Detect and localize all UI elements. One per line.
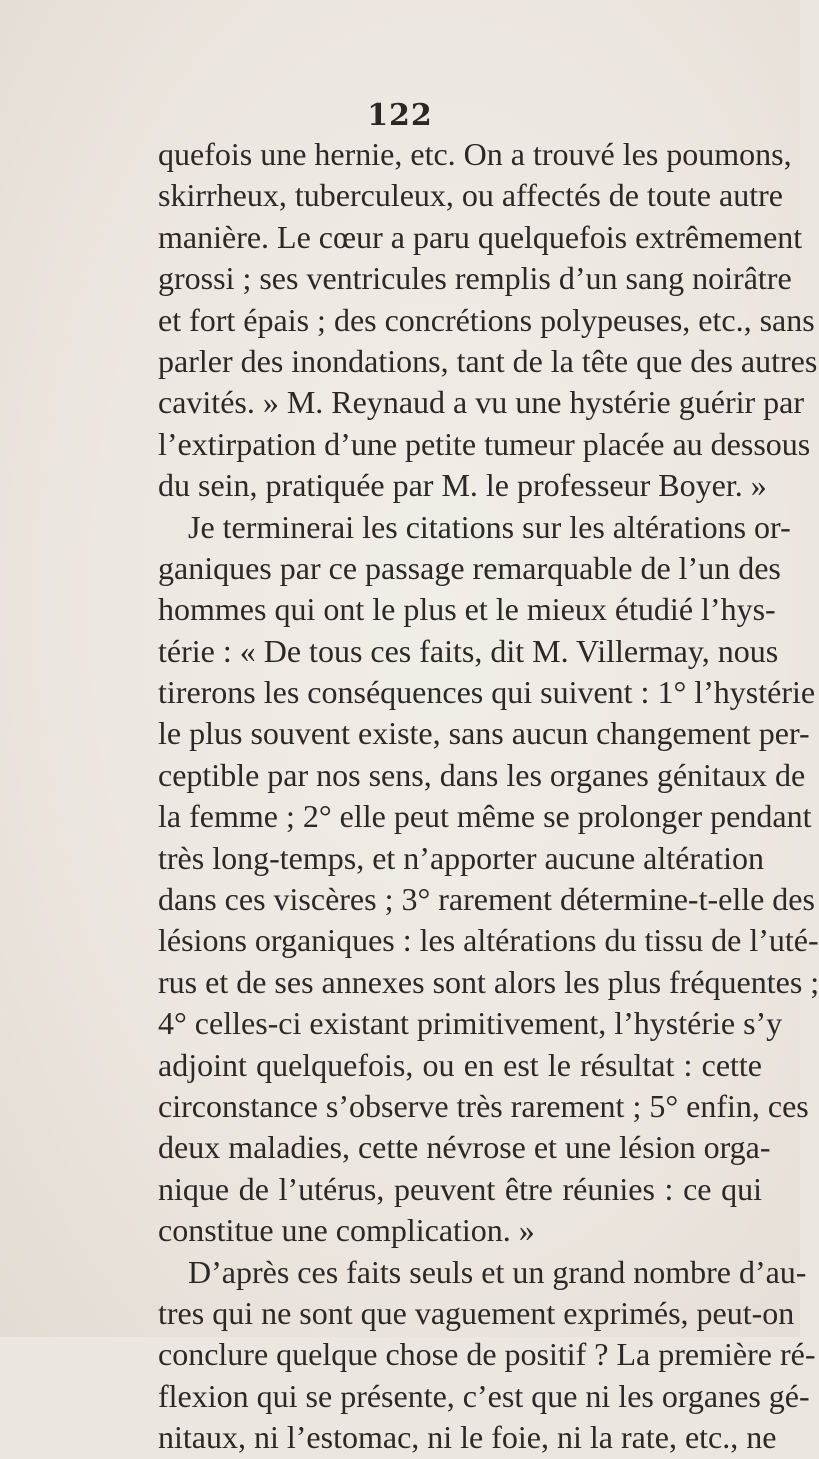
text-line: ceptible par nos sens, dans les organes génitaux de [158, 756, 806, 793]
paragraph-end-line: constitue une complication. » [158, 1212, 535, 1249]
text-line: ganiques par ce passage remarquable de l’un des [158, 549, 781, 586]
text-line: lésions organiques : les altérations du tissu de l’uté- [158, 922, 819, 959]
text-line: tres qui ne sont que vaguement exprimés, peut-on [158, 1294, 795, 1331]
text-line: le plus souvent existe, sans aucun changement per- [158, 715, 810, 752]
paragraph-start-line: Je terminerai les citations sur les altérations or- [188, 508, 791, 545]
text-line: 4° celles-ci existant primitivement, l’hystérie s’y [158, 1005, 783, 1042]
text-line: dans ces viscères ; 3° rarement détermine-t-elle des [158, 881, 815, 918]
text-line: l’extirpation d’une petite tumeur placée au dessous [158, 425, 811, 462]
text-line: parler des inondations, tant de la tête que des autres [158, 342, 818, 379]
text-line: adjoint quelquefois, ou en est le résultat : cette [158, 1046, 762, 1083]
text-line: très long-temps, et n’apporter aucune altération [158, 839, 764, 876]
text-line: manière. Le cœur a paru quelquefois extrêmement [158, 218, 803, 255]
text-line: et fort épais ; des concrétions polypeuses, etc., sans [158, 301, 815, 338]
text-line: skirrheux, tuberculeux, ou affectés de toute autre [158, 177, 783, 214]
text-line: flexion qui se présente, c’est que ni les organes gé- [158, 1377, 810, 1414]
text-line: tirerons les conséquences qui suivent : 1° l’hystérie [158, 674, 816, 711]
text-line: quefois une hernie, etc. On a trouvé les poumons, [158, 136, 792, 172]
text-line: cavités. » M. Reynaud a vu une hystérie guérir par [158, 384, 805, 421]
text-line: rus et de ses annexes sont alors les plus fréquentes ; [158, 963, 819, 1000]
text-line: deux maladies, cette névrose et une lésion orga- [158, 1129, 771, 1166]
text-line: hommes qui ont le plus et le mieux étudié l’hys- [158, 591, 776, 628]
body-text [158, 134, 819, 1459]
paragraph-start-line: D’après ces faits seuls et un grand nombre d’au- [188, 1253, 807, 1290]
text-line: nique de l’utérus, peuvent être réunies : ce qui [158, 1170, 762, 1207]
page-number: 122 [367, 98, 433, 133]
text-line: grossi ; ses ventricules remplis d’un sang noirâtre [158, 260, 792, 297]
paragraph-end-line: du sein, pratiquée par M. le professeur Boyer. » [158, 467, 767, 504]
text-line: la femme ; 2° elle peut même se prolonger pendant [158, 798, 812, 835]
text-line: circonstance s’observe très rarement ; 5° enfin, ces [158, 1087, 809, 1124]
text-line: nitaux, ni l’estomac, ni le foie, ni la rate, etc., ne [158, 1419, 777, 1456]
text-line: térie : « De tous ces faits, dit M. Villermay, nous [158, 632, 779, 669]
text-line: conclure quelque chose de positif ? La première ré- [158, 1336, 816, 1373]
